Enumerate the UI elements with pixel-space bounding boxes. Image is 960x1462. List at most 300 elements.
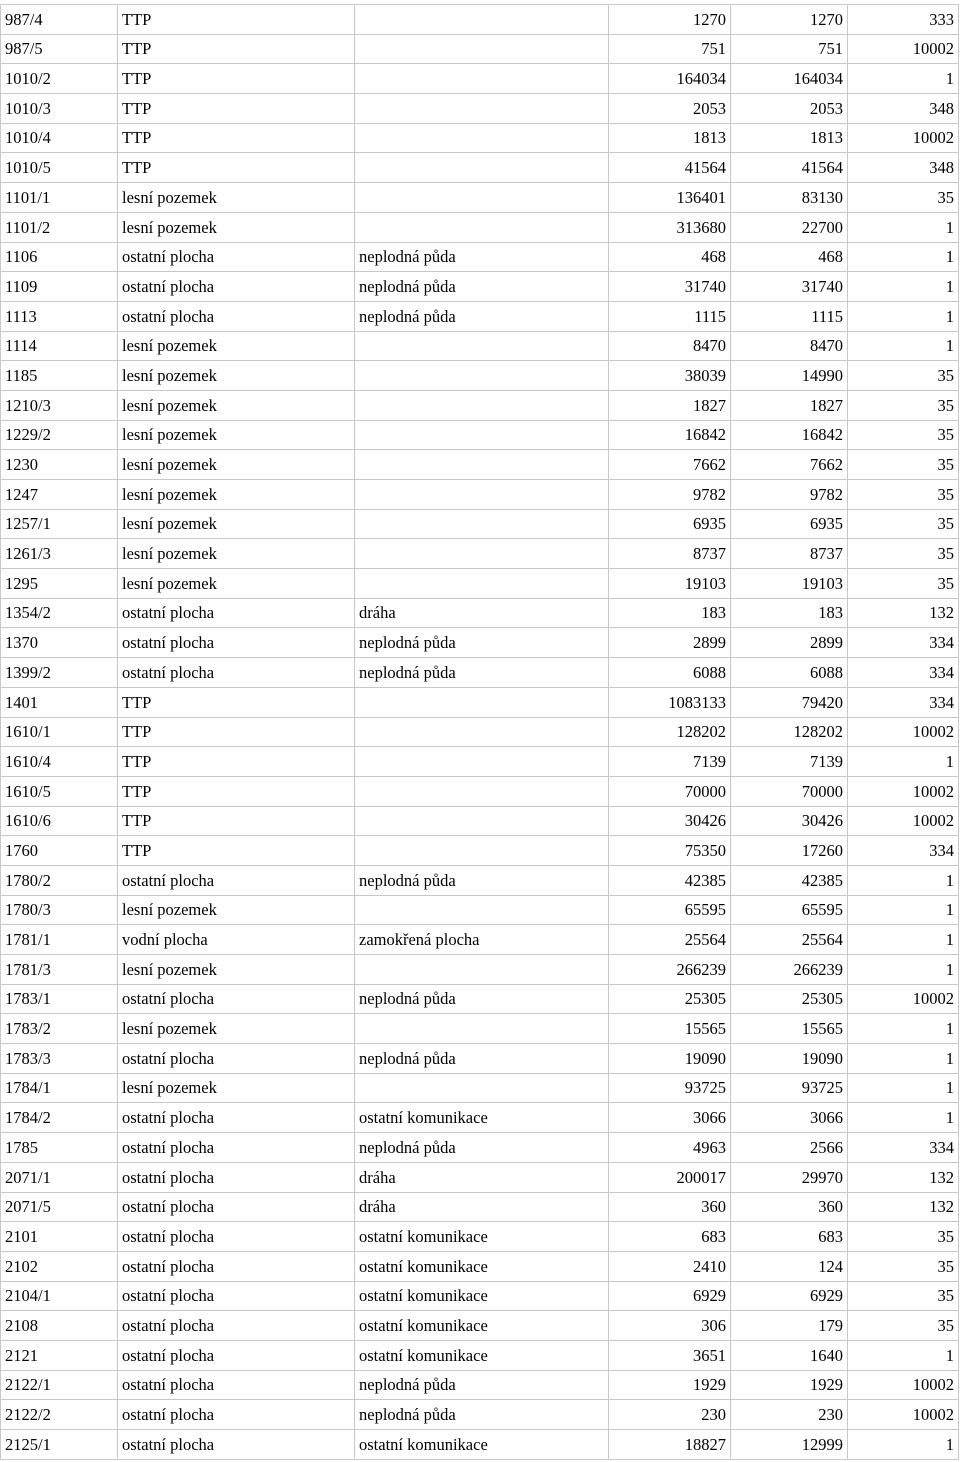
table-row bbox=[1, 806, 959, 836]
table-row bbox=[1, 480, 959, 510]
area-total-cell: 751 bbox=[609, 34, 731, 64]
code-cell: 348 bbox=[848, 94, 959, 124]
table-row bbox=[1, 1162, 959, 1192]
area-part-cell: 41564 bbox=[731, 153, 848, 183]
land-type-cell: ostatní plocha bbox=[118, 1311, 355, 1341]
area-part-cell: 124 bbox=[731, 1251, 848, 1281]
area-total-cell: 2410 bbox=[609, 1251, 731, 1281]
land-type-cell: ostatní plocha bbox=[118, 1400, 355, 1430]
usage-cell bbox=[355, 1073, 609, 1103]
area-total-cell: 38039 bbox=[609, 361, 731, 391]
parcel-number-cell: 1760 bbox=[1, 836, 118, 866]
parcel-number-cell: 1295 bbox=[1, 569, 118, 599]
parcel-number-cell: 1261/3 bbox=[1, 539, 118, 569]
usage-cell: zamokřená plocha bbox=[355, 925, 609, 955]
code-cell: 1 bbox=[848, 301, 959, 331]
table-row bbox=[1, 1103, 959, 1133]
land-type-cell: lesní pozemek bbox=[118, 1073, 355, 1103]
table-row bbox=[1, 865, 959, 895]
table-row bbox=[1, 272, 959, 302]
parcel-table-sheet bbox=[0, 4, 959, 1460]
land-type-cell: ostatní plocha bbox=[118, 1044, 355, 1074]
parcel-table-body bbox=[1, 5, 959, 1460]
land-type-cell: lesní pozemek bbox=[118, 480, 355, 510]
area-part-cell: 79420 bbox=[731, 687, 848, 717]
table-row bbox=[1, 390, 959, 420]
parcel-number-cell: 1401 bbox=[1, 687, 118, 717]
usage-cell bbox=[355, 390, 609, 420]
area-part-cell: 17260 bbox=[731, 836, 848, 866]
table-row bbox=[1, 94, 959, 124]
land-type-cell: lesní pozemek bbox=[118, 390, 355, 420]
area-total-cell: 8737 bbox=[609, 539, 731, 569]
land-type-cell: ostatní plocha bbox=[118, 1103, 355, 1133]
area-part-cell: 683 bbox=[731, 1222, 848, 1252]
parcel-number-cell: 1783/1 bbox=[1, 984, 118, 1014]
code-cell: 334 bbox=[848, 658, 959, 688]
usage-cell: neplodná půda bbox=[355, 628, 609, 658]
code-cell: 1 bbox=[848, 212, 959, 242]
table-row bbox=[1, 747, 959, 777]
usage-cell: ostatní komunikace bbox=[355, 1430, 609, 1460]
area-total-cell: 8470 bbox=[609, 331, 731, 361]
area-total-cell: 183 bbox=[609, 598, 731, 628]
parcel-number-cell: 1784/2 bbox=[1, 1103, 118, 1133]
table-row bbox=[1, 1014, 959, 1044]
area-total-cell: 266239 bbox=[609, 955, 731, 985]
code-cell: 10002 bbox=[848, 806, 959, 836]
table-row bbox=[1, 1311, 959, 1341]
parcel-number-cell: 2102 bbox=[1, 1251, 118, 1281]
area-total-cell: 1270 bbox=[609, 5, 731, 35]
usage-cell bbox=[355, 331, 609, 361]
parcel-number-cell: 987/4 bbox=[1, 5, 118, 35]
area-part-cell: 230 bbox=[731, 1400, 848, 1430]
parcel-number-cell: 1210/3 bbox=[1, 390, 118, 420]
table-row bbox=[1, 687, 959, 717]
code-cell: 35 bbox=[848, 480, 959, 510]
table-row bbox=[1, 984, 959, 1014]
land-type-cell: ostatní plocha bbox=[118, 984, 355, 1014]
usage-cell: neplodná půda bbox=[355, 1133, 609, 1163]
code-cell: 334 bbox=[848, 687, 959, 717]
land-type-cell: ostatní plocha bbox=[118, 242, 355, 272]
land-type-cell: TTP bbox=[118, 747, 355, 777]
area-total-cell: 19090 bbox=[609, 1044, 731, 1074]
table-row bbox=[1, 450, 959, 480]
area-part-cell: 25305 bbox=[731, 984, 848, 1014]
area-total-cell: 7139 bbox=[609, 747, 731, 777]
land-type-cell: lesní pozemek bbox=[118, 955, 355, 985]
area-total-cell: 230 bbox=[609, 1400, 731, 1430]
area-part-cell: 42385 bbox=[731, 865, 848, 895]
usage-cell bbox=[355, 569, 609, 599]
land-type-cell: lesní pozemek bbox=[118, 420, 355, 450]
usage-cell bbox=[355, 836, 609, 866]
area-total-cell: 30426 bbox=[609, 806, 731, 836]
area-part-cell: 360 bbox=[731, 1192, 848, 1222]
code-cell: 35 bbox=[848, 1222, 959, 1252]
table-row bbox=[1, 361, 959, 391]
land-type-cell: lesní pozemek bbox=[118, 331, 355, 361]
land-type-cell: TTP bbox=[118, 64, 355, 94]
code-cell: 132 bbox=[848, 1162, 959, 1192]
area-part-cell: 8737 bbox=[731, 539, 848, 569]
land-type-cell: lesní pozemek bbox=[118, 1014, 355, 1044]
usage-cell bbox=[355, 123, 609, 153]
area-part-cell: 22700 bbox=[731, 212, 848, 242]
parcel-number-cell: 1010/5 bbox=[1, 153, 118, 183]
usage-cell bbox=[355, 480, 609, 510]
parcel-number-cell: 2122/1 bbox=[1, 1370, 118, 1400]
table-row bbox=[1, 539, 959, 569]
land-type-cell: ostatní plocha bbox=[118, 301, 355, 331]
usage-cell: ostatní komunikace bbox=[355, 1222, 609, 1252]
code-cell: 132 bbox=[848, 598, 959, 628]
usage-cell bbox=[355, 183, 609, 213]
table-row bbox=[1, 955, 959, 985]
code-cell: 35 bbox=[848, 450, 959, 480]
parcel-number-cell: 1780/3 bbox=[1, 895, 118, 925]
area-part-cell: 65595 bbox=[731, 895, 848, 925]
land-type-cell: ostatní plocha bbox=[118, 272, 355, 302]
parcel-number-cell: 1010/3 bbox=[1, 94, 118, 124]
code-cell: 1 bbox=[848, 242, 959, 272]
area-total-cell: 18827 bbox=[609, 1430, 731, 1460]
usage-cell: ostatní komunikace bbox=[355, 1103, 609, 1133]
table-row bbox=[1, 212, 959, 242]
usage-cell: neplodná půda bbox=[355, 984, 609, 1014]
parcel-number-cell: 1257/1 bbox=[1, 509, 118, 539]
area-total-cell: 306 bbox=[609, 1311, 731, 1341]
land-type-cell: ostatní plocha bbox=[118, 1281, 355, 1311]
area-total-cell: 6935 bbox=[609, 509, 731, 539]
table-row bbox=[1, 420, 959, 450]
land-type-cell: lesní pozemek bbox=[118, 212, 355, 242]
area-part-cell: 2053 bbox=[731, 94, 848, 124]
parcel-number-cell: 1783/2 bbox=[1, 1014, 118, 1044]
area-part-cell: 266239 bbox=[731, 955, 848, 985]
area-total-cell: 1813 bbox=[609, 123, 731, 153]
usage-cell bbox=[355, 509, 609, 539]
parcel-number-cell: 1109 bbox=[1, 272, 118, 302]
code-cell: 35 bbox=[848, 420, 959, 450]
parcel-number-cell: 1229/2 bbox=[1, 420, 118, 450]
parcel-number-cell: 1010/4 bbox=[1, 123, 118, 153]
code-cell: 10002 bbox=[848, 1370, 959, 1400]
parcel-number-cell: 1114 bbox=[1, 331, 118, 361]
land-type-cell: ostatní plocha bbox=[118, 1192, 355, 1222]
parcel-number-cell: 1370 bbox=[1, 628, 118, 658]
code-cell: 1 bbox=[848, 865, 959, 895]
parcel-number-cell: 1185 bbox=[1, 361, 118, 391]
area-part-cell: 6088 bbox=[731, 658, 848, 688]
area-total-cell: 15565 bbox=[609, 1014, 731, 1044]
land-type-cell: TTP bbox=[118, 776, 355, 806]
area-part-cell: 25564 bbox=[731, 925, 848, 955]
area-total-cell: 65595 bbox=[609, 895, 731, 925]
area-total-cell: 70000 bbox=[609, 776, 731, 806]
table-row bbox=[1, 331, 959, 361]
code-cell: 10002 bbox=[848, 1400, 959, 1430]
table-row bbox=[1, 717, 959, 747]
parcel-number-cell: 1781/1 bbox=[1, 925, 118, 955]
parcel-number-cell: 2108 bbox=[1, 1311, 118, 1341]
area-part-cell: 3066 bbox=[731, 1103, 848, 1133]
area-total-cell: 7662 bbox=[609, 450, 731, 480]
area-part-cell: 1827 bbox=[731, 390, 848, 420]
table-row bbox=[1, 569, 959, 599]
code-cell: 10002 bbox=[848, 717, 959, 747]
land-type-cell: ostatní plocha bbox=[118, 1251, 355, 1281]
area-part-cell: 19103 bbox=[731, 569, 848, 599]
code-cell: 334 bbox=[848, 628, 959, 658]
code-cell: 1 bbox=[848, 1103, 959, 1133]
area-total-cell: 1929 bbox=[609, 1370, 731, 1400]
land-type-cell: lesní pozemek bbox=[118, 450, 355, 480]
code-cell: 1 bbox=[848, 1014, 959, 1044]
area-part-cell: 7662 bbox=[731, 450, 848, 480]
land-type-cell: ostatní plocha bbox=[118, 1370, 355, 1400]
code-cell: 348 bbox=[848, 153, 959, 183]
parcel-number-cell: 2071/1 bbox=[1, 1162, 118, 1192]
usage-cell bbox=[355, 94, 609, 124]
land-type-cell: ostatní plocha bbox=[118, 1430, 355, 1460]
area-total-cell: 9782 bbox=[609, 480, 731, 510]
code-cell: 1 bbox=[848, 1430, 959, 1460]
land-type-cell: TTP bbox=[118, 836, 355, 866]
area-total-cell: 75350 bbox=[609, 836, 731, 866]
land-type-cell: ostatní plocha bbox=[118, 865, 355, 895]
land-type-cell: TTP bbox=[118, 153, 355, 183]
usage-cell: neplodná půda bbox=[355, 1044, 609, 1074]
usage-cell bbox=[355, 34, 609, 64]
parcel-number-cell: 1230 bbox=[1, 450, 118, 480]
code-cell: 1 bbox=[848, 331, 959, 361]
usage-cell bbox=[355, 420, 609, 450]
area-total-cell: 136401 bbox=[609, 183, 731, 213]
table-row bbox=[1, 1133, 959, 1163]
area-total-cell: 25564 bbox=[609, 925, 731, 955]
area-part-cell: 12999 bbox=[731, 1430, 848, 1460]
area-total-cell: 16842 bbox=[609, 420, 731, 450]
table-row bbox=[1, 123, 959, 153]
table-row bbox=[1, 1430, 959, 1460]
table-row bbox=[1, 183, 959, 213]
area-total-cell: 19103 bbox=[609, 569, 731, 599]
usage-cell: neplodná půda bbox=[355, 1400, 609, 1430]
parcel-number-cell: 1106 bbox=[1, 242, 118, 272]
area-total-cell: 41564 bbox=[609, 153, 731, 183]
area-part-cell: 30426 bbox=[731, 806, 848, 836]
usage-cell bbox=[355, 361, 609, 391]
land-type-cell: lesní pozemek bbox=[118, 569, 355, 599]
code-cell: 1 bbox=[848, 895, 959, 925]
area-total-cell: 6088 bbox=[609, 658, 731, 688]
usage-cell bbox=[355, 539, 609, 569]
usage-cell bbox=[355, 212, 609, 242]
parcel-number-cell: 1113 bbox=[1, 301, 118, 331]
code-cell: 334 bbox=[848, 836, 959, 866]
area-total-cell: 42385 bbox=[609, 865, 731, 895]
code-cell: 35 bbox=[848, 1281, 959, 1311]
code-cell: 334 bbox=[848, 1133, 959, 1163]
land-type-cell: lesní pozemek bbox=[118, 361, 355, 391]
usage-cell bbox=[355, 776, 609, 806]
area-part-cell: 31740 bbox=[731, 272, 848, 302]
usage-cell: neplodná půda bbox=[355, 301, 609, 331]
area-part-cell: 19090 bbox=[731, 1044, 848, 1074]
parcel-number-cell: 1610/4 bbox=[1, 747, 118, 777]
area-part-cell: 468 bbox=[731, 242, 848, 272]
parcel-number-cell: 1780/2 bbox=[1, 865, 118, 895]
land-type-cell: TTP bbox=[118, 5, 355, 35]
land-type-cell: lesní pozemek bbox=[118, 895, 355, 925]
parcel-number-cell: 1781/3 bbox=[1, 955, 118, 985]
land-type-cell: TTP bbox=[118, 123, 355, 153]
parcel-number-cell: 987/5 bbox=[1, 34, 118, 64]
area-total-cell: 200017 bbox=[609, 1162, 731, 1192]
area-total-cell: 1115 bbox=[609, 301, 731, 331]
area-total-cell: 93725 bbox=[609, 1073, 731, 1103]
usage-cell bbox=[355, 955, 609, 985]
code-cell: 1 bbox=[848, 955, 959, 985]
area-part-cell: 2566 bbox=[731, 1133, 848, 1163]
area-total-cell: 1083133 bbox=[609, 687, 731, 717]
area-total-cell: 6929 bbox=[609, 1281, 731, 1311]
area-total-cell: 2053 bbox=[609, 94, 731, 124]
table-row bbox=[1, 1340, 959, 1370]
table-row bbox=[1, 301, 959, 331]
usage-cell bbox=[355, 687, 609, 717]
land-type-cell: TTP bbox=[118, 806, 355, 836]
code-cell: 1 bbox=[848, 925, 959, 955]
code-cell: 10002 bbox=[848, 776, 959, 806]
parcel-number-cell: 1101/1 bbox=[1, 183, 118, 213]
table-row bbox=[1, 895, 959, 925]
parcel-table bbox=[0, 4, 959, 1460]
land-type-cell: ostatní plocha bbox=[118, 1222, 355, 1252]
code-cell: 10002 bbox=[848, 123, 959, 153]
code-cell: 1 bbox=[848, 272, 959, 302]
usage-cell: dráha bbox=[355, 1162, 609, 1192]
table-row bbox=[1, 153, 959, 183]
usage-cell bbox=[355, 153, 609, 183]
parcel-number-cell: 1785 bbox=[1, 1133, 118, 1163]
land-type-cell: lesní pozemek bbox=[118, 183, 355, 213]
area-part-cell: 83130 bbox=[731, 183, 848, 213]
parcel-number-cell: 1101/2 bbox=[1, 212, 118, 242]
code-cell: 35 bbox=[848, 183, 959, 213]
area-part-cell: 6929 bbox=[731, 1281, 848, 1311]
usage-cell: neplodná půda bbox=[355, 272, 609, 302]
table-row bbox=[1, 598, 959, 628]
table-row bbox=[1, 242, 959, 272]
area-total-cell: 3066 bbox=[609, 1103, 731, 1133]
table-row bbox=[1, 1073, 959, 1103]
code-cell: 333 bbox=[848, 5, 959, 35]
code-cell: 35 bbox=[848, 361, 959, 391]
parcel-number-cell: 2125/1 bbox=[1, 1430, 118, 1460]
area-part-cell: 9782 bbox=[731, 480, 848, 510]
land-type-cell: TTP bbox=[118, 94, 355, 124]
parcel-number-cell: 2122/2 bbox=[1, 1400, 118, 1430]
code-cell: 1 bbox=[848, 1073, 959, 1103]
table-row bbox=[1, 925, 959, 955]
area-part-cell: 1929 bbox=[731, 1370, 848, 1400]
area-total-cell: 683 bbox=[609, 1222, 731, 1252]
area-part-cell: 2899 bbox=[731, 628, 848, 658]
code-cell: 35 bbox=[848, 509, 959, 539]
area-part-cell: 164034 bbox=[731, 64, 848, 94]
area-part-cell: 1115 bbox=[731, 301, 848, 331]
area-part-cell: 183 bbox=[731, 598, 848, 628]
code-cell: 35 bbox=[848, 1251, 959, 1281]
area-part-cell: 6935 bbox=[731, 509, 848, 539]
area-part-cell: 70000 bbox=[731, 776, 848, 806]
code-cell: 10002 bbox=[848, 34, 959, 64]
usage-cell bbox=[355, 64, 609, 94]
area-part-cell: 1813 bbox=[731, 123, 848, 153]
table-row bbox=[1, 836, 959, 866]
parcel-number-cell: 2071/5 bbox=[1, 1192, 118, 1222]
table-row bbox=[1, 658, 959, 688]
parcel-number-cell: 1399/2 bbox=[1, 658, 118, 688]
area-total-cell: 25305 bbox=[609, 984, 731, 1014]
usage-cell bbox=[355, 806, 609, 836]
area-total-cell: 313680 bbox=[609, 212, 731, 242]
table-row bbox=[1, 509, 959, 539]
usage-cell: neplodná půda bbox=[355, 865, 609, 895]
area-part-cell: 128202 bbox=[731, 717, 848, 747]
area-part-cell: 14990 bbox=[731, 361, 848, 391]
code-cell: 1 bbox=[848, 1340, 959, 1370]
usage-cell bbox=[355, 717, 609, 747]
parcel-number-cell: 1610/1 bbox=[1, 717, 118, 747]
code-cell: 35 bbox=[848, 539, 959, 569]
code-cell: 35 bbox=[848, 1311, 959, 1341]
table-row bbox=[1, 1281, 959, 1311]
parcel-number-cell: 1247 bbox=[1, 480, 118, 510]
area-part-cell: 15565 bbox=[731, 1014, 848, 1044]
usage-cell bbox=[355, 1014, 609, 1044]
code-cell: 35 bbox=[848, 390, 959, 420]
usage-cell bbox=[355, 5, 609, 35]
land-type-cell: TTP bbox=[118, 34, 355, 64]
usage-cell: dráha bbox=[355, 1192, 609, 1222]
parcel-number-cell: 2101 bbox=[1, 1222, 118, 1252]
table-row bbox=[1, 1192, 959, 1222]
usage-cell: ostatní komunikace bbox=[355, 1340, 609, 1370]
code-cell: 1 bbox=[848, 1044, 959, 1074]
table-row bbox=[1, 628, 959, 658]
usage-cell bbox=[355, 747, 609, 777]
usage-cell: ostatní komunikace bbox=[355, 1251, 609, 1281]
area-total-cell: 2899 bbox=[609, 628, 731, 658]
table-row bbox=[1, 776, 959, 806]
table-row bbox=[1, 5, 959, 35]
area-total-cell: 468 bbox=[609, 242, 731, 272]
table-row bbox=[1, 1222, 959, 1252]
parcel-number-cell: 1354/2 bbox=[1, 598, 118, 628]
land-type-cell: lesní pozemek bbox=[118, 509, 355, 539]
area-total-cell: 3651 bbox=[609, 1340, 731, 1370]
land-type-cell: ostatní plocha bbox=[118, 598, 355, 628]
table-row bbox=[1, 1400, 959, 1430]
usage-cell bbox=[355, 450, 609, 480]
table-row bbox=[1, 1370, 959, 1400]
land-type-cell: TTP bbox=[118, 687, 355, 717]
